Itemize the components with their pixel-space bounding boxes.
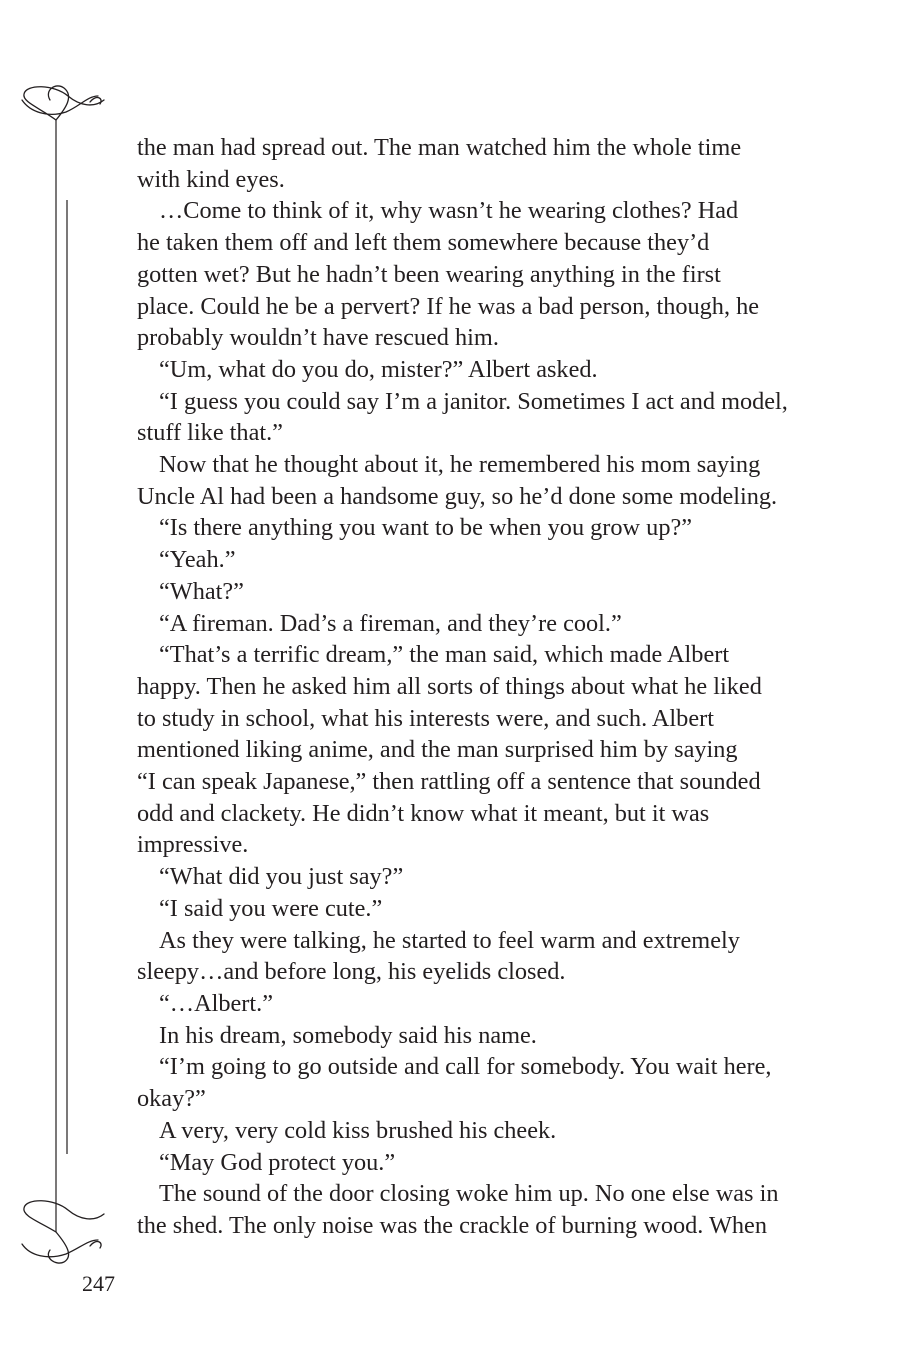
text-line: “A fireman. Dad’s a fireman, and they’re cool.” — [159, 609, 622, 637]
top-flourish-icon — [22, 86, 104, 120]
text-line: odd and clackety. He didn’t know what it meant, but it was — [137, 799, 710, 827]
text-line: As they were talking, he started to feel warm and extremely — [159, 926, 740, 954]
text-line: with kind eyes. — [137, 165, 285, 193]
text-line: Now that he thought about it, he remembered his mom saying — [159, 451, 761, 479]
text-line: …Come to think of it, why wasn’t he wearing clothes? Had — [159, 197, 739, 225]
text-line: In his dream, somebody said his name. — [159, 1021, 537, 1049]
text-line: “I guess you could say I’m a janitor. Sometimes I act and model, — [159, 387, 788, 415]
body-text — [137, 132, 817, 1242]
text-line: “Is there anything you want to be when you grow up?” — [159, 514, 693, 542]
text-line: he taken them off and left them somewhere because they’d — [137, 229, 710, 257]
text-line: “Um, what do you do, mister?” Albert asked. — [159, 355, 598, 383]
text-line: Uncle Al had been a handsome guy, so he’d done some modeling. — [137, 482, 778, 510]
text-line: impressive. — [137, 831, 249, 859]
text-line: “I can speak Japanese,” then rattling off a sentence that sounded — [137, 768, 761, 796]
text-line: okay?” — [137, 1085, 206, 1113]
margin-ornament — [0, 0, 140, 1350]
text-line: happy. Then he asked him all sorts of things about what he liked — [137, 672, 762, 700]
text-line: “I said you were cute.” — [159, 894, 383, 922]
text-line: “That’s a terrific dream,” the man said, which made Albert — [159, 641, 730, 669]
page-number: 247 — [82, 1271, 115, 1296]
text-line: “What?” — [159, 577, 244, 605]
text-line: probably wouldn’t have rescued him. — [137, 324, 499, 352]
text-line: the shed. The only noise was the crackle of burning wood. When — [137, 1211, 767, 1239]
text-line: The sound of the door closing woke him up. No one else was in — [159, 1180, 779, 1208]
text-line: A very, very cold kiss brushed his cheek. — [159, 1116, 557, 1144]
text-line: stuff like that.” — [137, 419, 283, 447]
bottom-flourish-icon — [22, 1201, 104, 1263]
text-line: to study in school, what his interests were, and such. Albert — [137, 704, 714, 732]
text-line: the man had spread out. The man watched him the whole time — [137, 134, 742, 161]
text-line: “What did you just say?” — [159, 863, 404, 891]
text-line: sleepy…and before long, his eyelids closed. — [137, 958, 566, 986]
text-line: gotten wet? But he hadn’t been wearing anything in the first — [137, 260, 721, 288]
text-line: “Yeah.” — [159, 546, 236, 574]
text-line: place. Could he be a pervert? If he was a bad person, though, he — [137, 292, 760, 320]
text-line: mentioned liking anime, and the man surprised him by saying — [137, 736, 738, 764]
text-line: “…Albert.” — [159, 989, 274, 1017]
page-lines — [137, 132, 817, 1242]
text-line: “I’m going to go outside and call for somebody. You wait here, — [159, 1053, 772, 1081]
text-line: “May God protect you.” — [159, 1148, 396, 1176]
